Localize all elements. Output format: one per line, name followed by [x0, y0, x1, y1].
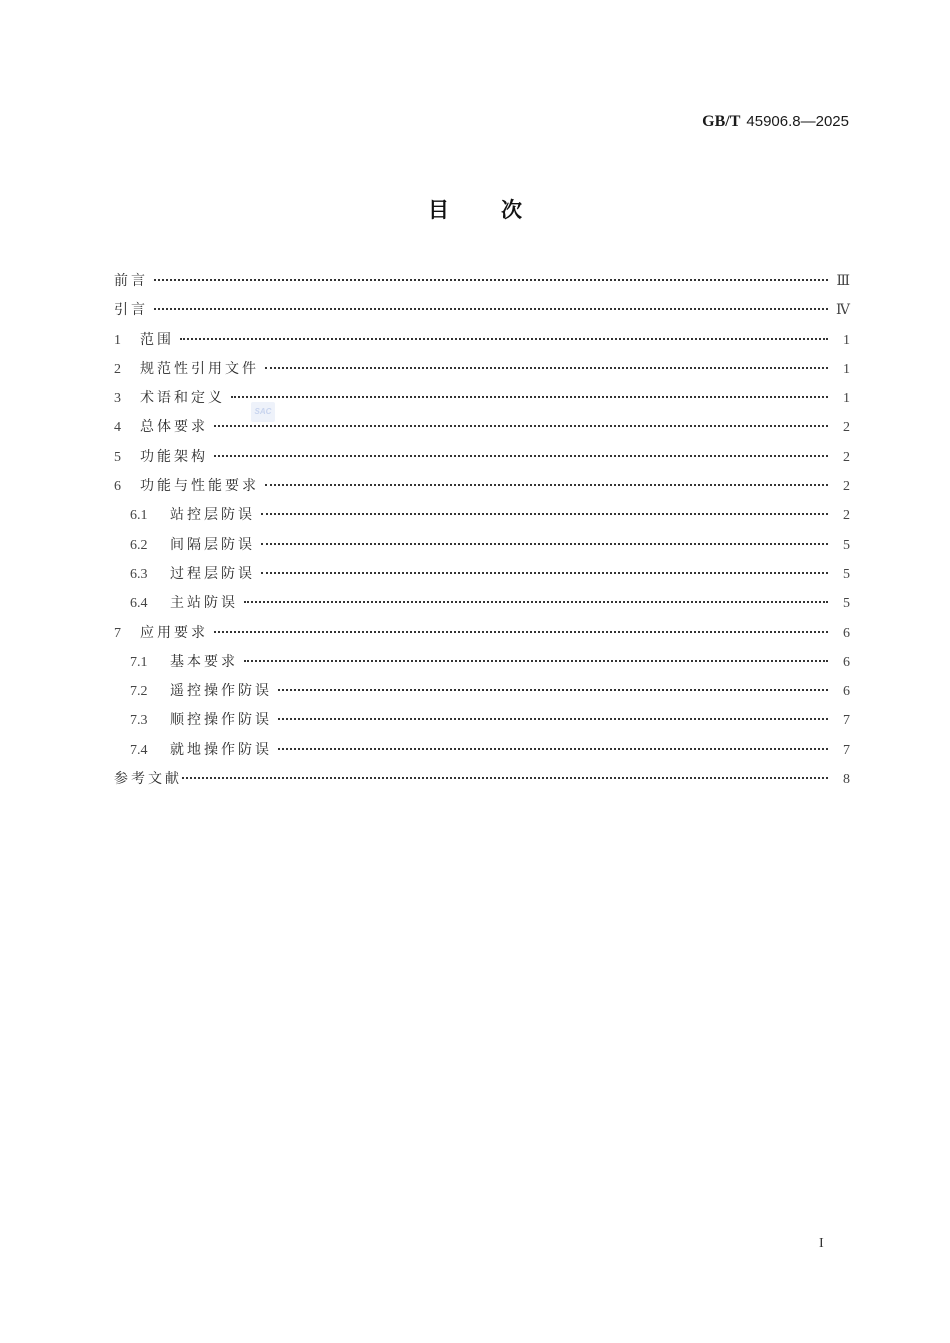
toc-entry-label: 功能架构: [140, 448, 208, 465]
toc-entry-page: 6: [843, 654, 850, 670]
title-char-2: 次: [501, 198, 522, 222]
toc-entry-number: 7.1: [130, 654, 148, 670]
toc-entry-page: 8: [843, 772, 850, 788]
toc-entry-label: 前言: [114, 273, 148, 289]
table-of-contents: [114, 270, 850, 797]
leader-dots: [180, 338, 828, 340]
leader-dots: [278, 718, 828, 720]
toc-entry-label: 功能与性能要求: [140, 478, 259, 495]
toc-entry-page: 7: [843, 742, 850, 758]
toc-entry-page: 2: [843, 479, 850, 495]
toc-entry-page: 2: [843, 508, 850, 524]
standard-number: 45906.8—2025: [746, 113, 849, 130]
leader-dots: [261, 513, 828, 515]
toc-entry-6[interactable]: [114, 475, 850, 504]
page-title: [0, 194, 950, 224]
toc-entry-page: 5: [843, 566, 850, 582]
toc-entry-number: 7.2: [130, 684, 148, 700]
leader-dots: [214, 455, 828, 457]
toc-entry-label: 间隔层防误: [170, 536, 255, 553]
toc-entry-number: 7: [114, 625, 121, 641]
toc-entry-label: 引言: [114, 302, 148, 319]
toc-entry-number: 6.2: [130, 537, 148, 553]
toc-entry-number: 6.3: [130, 566, 148, 582]
standard-prefix: GB/T: [702, 113, 741, 130]
toc-entry-page: 1: [843, 332, 850, 348]
toc-entry-label: 参考文献: [114, 771, 182, 788]
toc-entry-page: 5: [843, 596, 850, 612]
toc-entry-7-4[interactable]: [114, 739, 850, 768]
toc-entry-number: 5: [114, 449, 121, 465]
toc-entry-number: 2: [114, 361, 121, 377]
leader-dots: [154, 279, 828, 281]
toc-entry-page: Ⅲ: [836, 274, 850, 289]
toc-entry-label: 过程层防误: [170, 565, 255, 582]
standard-code: [702, 113, 849, 131]
toc-entry-number: 7.3: [130, 713, 148, 729]
toc-entry-page: 1: [843, 391, 850, 407]
toc-entry-7-1[interactable]: [114, 651, 850, 680]
toc-entry-4[interactable]: [114, 416, 850, 445]
toc-entry-label: 术语和定义: [140, 390, 225, 407]
toc-entry-6-4[interactable]: [114, 592, 850, 621]
toc-entry-5[interactable]: [114, 446, 850, 475]
toc-entry-label: 基本要求: [170, 653, 238, 670]
toc-entry-foreword[interactable]: [114, 270, 850, 299]
toc-entry-7-3[interactable]: [114, 709, 850, 738]
toc-entry-page: 2: [843, 449, 850, 465]
toc-entry-number: 3: [114, 391, 121, 407]
toc-entry-label: 应用要求: [140, 624, 208, 641]
toc-entry-introduction[interactable]: [114, 299, 850, 328]
leader-dots: [278, 689, 828, 691]
toc-entry-page: 5: [843, 537, 850, 553]
toc-entry-7-2[interactable]: [114, 680, 850, 709]
toc-entry-6-1[interactable]: [114, 504, 850, 533]
toc-entry-6-3[interactable]: [114, 563, 850, 592]
leader-dots: [182, 777, 828, 779]
toc-entry-number: 6.1: [130, 508, 148, 524]
leader-dots: [261, 572, 828, 574]
toc-entry-page: 6: [843, 625, 850, 641]
toc-entry-label: 主站防误: [170, 595, 238, 612]
toc-entry-label: 规范性引用文件: [140, 360, 259, 377]
toc-entry-1[interactable]: [114, 329, 850, 358]
toc-entry-6-2[interactable]: [114, 534, 850, 563]
toc-entry-number: 4: [114, 420, 121, 436]
toc-entry-bibliography[interactable]: [114, 768, 850, 797]
leader-dots: [265, 367, 828, 369]
toc-entry-label: 范围: [140, 331, 174, 348]
toc-entry-page: 7: [843, 713, 850, 729]
toc-entry-2[interactable]: [114, 358, 850, 387]
leader-dots: [214, 425, 828, 427]
toc-entry-page: Ⅳ: [836, 303, 850, 319]
toc-entry-label: 遥控操作防误: [170, 683, 272, 700]
toc-entry-number: 6.4: [130, 596, 148, 612]
toc-entry-label: 顺控操作防误: [170, 712, 272, 729]
toc-entry-label: 就地操作防误: [170, 741, 272, 758]
toc-entry-page: 1: [843, 361, 850, 377]
toc-entry-label: 站控层防误: [170, 507, 255, 524]
leader-dots: [244, 660, 828, 662]
leader-dots: [154, 308, 828, 310]
leader-dots: [231, 396, 828, 398]
toc-entry-7[interactable]: [114, 622, 850, 651]
toc-entry-page: 2: [843, 420, 850, 436]
page-number: I: [819, 1236, 824, 1251]
sac-watermark-logo: SAC: [251, 402, 275, 422]
leader-dots: [278, 748, 828, 750]
toc-entry-number: 7.4: [130, 742, 148, 758]
toc-entry-number: 1: [114, 332, 121, 348]
title-char-1: 目: [428, 198, 449, 222]
leader-dots: [244, 601, 828, 603]
toc-entry-page: 6: [843, 684, 850, 700]
toc-entry-number: 6: [114, 479, 121, 495]
leader-dots: [265, 484, 828, 486]
leader-dots: [261, 543, 828, 545]
leader-dots: [214, 631, 828, 633]
toc-entry-3[interactable]: [114, 387, 850, 416]
toc-entry-label: 总体要求: [140, 419, 208, 436]
